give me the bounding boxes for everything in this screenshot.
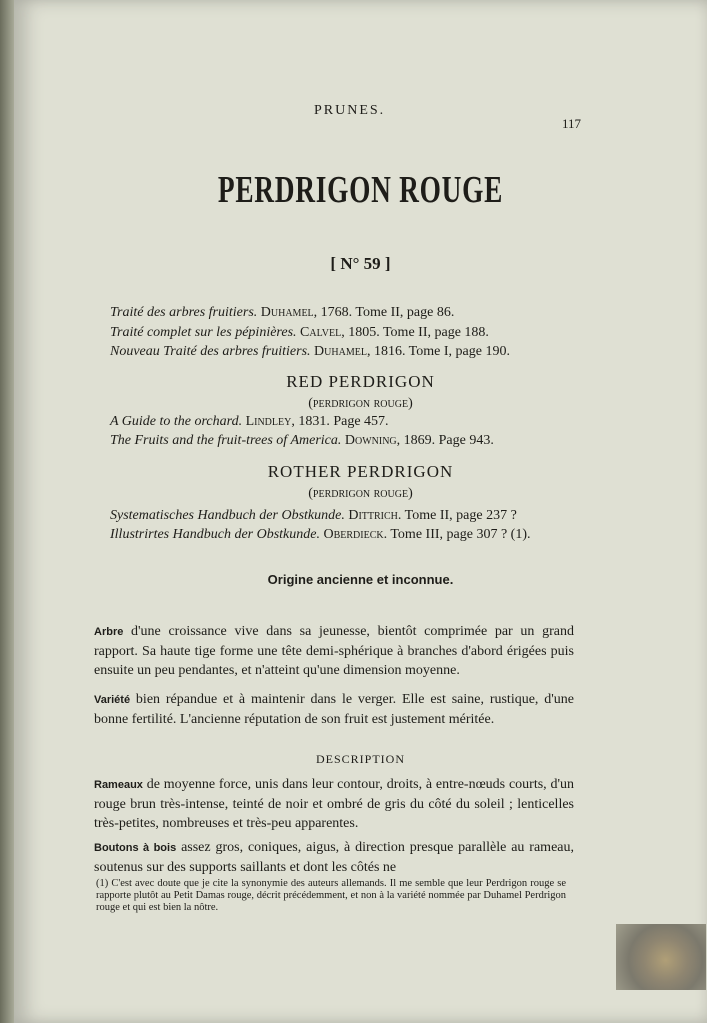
paragraph-boutons [94,838,574,877]
paragraph-text: de moyenne force, unis dans leur contour, droits, à entre-nœuds courts, d'un rouge brun très-intense, teinté de noir et ombré de gris du côté du soleil ; lenticelles très-petites, nombreuses et très-peu apparentes. [94,777,574,831]
variety-number: [ N° 59 ] [330,254,391,273]
running-head: PRUNES. [314,103,386,118]
reference-author: Duhamel [260,305,314,320]
reference-author: Downing [344,433,397,448]
reference-work: A Guide to the orchard. [110,414,243,429]
paragraph-arbre [94,622,574,680]
paragraph-rameaux [94,775,574,833]
synonym-title: RED PERDRIGON [286,372,435,391]
reference-details: , 1768. Tome II, page 86. [313,305,455,320]
reference-work: The Fruits and the fruit-trees of America. [110,433,342,448]
footnote: (1) C'est avec doute que je cite la synonymie des auteurs allemands. Il me semble que leur Perdrigon rouge se rapporte plutôt au Petit Damas rouge, décrit précédemment, et non à la variété nommée par Duhamel Perdrigon rouge et qui est bien la nôtre. [96,878,566,913]
reference-author: Dittrich [348,508,398,523]
paragraph-lead: Rameaux [94,779,143,791]
paragraph-variete [94,690,574,729]
reference-details: , 1831. Page 457. [291,414,389,429]
reference-author: Duhamel [314,344,367,359]
reference-work: Illustrirtes Handbuch der Obstkunde. [110,527,320,542]
reference-author: Lindley [245,414,292,429]
reference-line [110,325,489,341]
reference-work: Traité des arbres fruitiers. [110,305,258,320]
reference-line [110,433,494,449]
corner-photo-thumbnail [616,924,706,990]
reference-line [110,305,454,321]
page-title: PERDRIGON ROUGE [217,169,504,211]
book-gutter [0,0,14,1023]
description-heading: DESCRIPTION [315,752,405,766]
reference-details: , 1805. Tome II, page 188. [341,325,489,340]
reference-details: . Tome II, page 237 ? [397,508,517,523]
reference-details: , 1816. Tome I, page 190. [366,344,510,359]
reference-details: , 1869. Page 943. [396,433,494,448]
paragraph-text: d'une croissance vive dans sa jeunesse, bientôt comprimée par un grand rapport. Sa haute tige forme une tête demi-sphérique à branches d'abord érigées puis ensuite un peu pendantes, et n'atteint qu'une dimension moyenne. [94,624,574,678]
paragraph-text: bien répandue et à maintenir dans le verger. Elle est saine, rustique, d'une bonne fertilité. L'ancienne réputation de son fruit est justement méritée. [94,692,574,727]
origin-heading: Origine ancienne et inconnue. [267,572,454,587]
reference-author: Oberdieck [323,527,384,542]
reference-line [110,414,389,430]
reference-details: . Tome III, page 307 ? (1). [383,527,531,542]
page-number: 117 [562,116,582,131]
reference-work: Systematisches Handbuch der Obstkunde. [110,508,345,523]
reference-line [110,344,510,360]
paragraph-lead: Boutons à bois [94,842,177,854]
book-page [14,0,707,1023]
paragraph-lead: Arbre [94,626,124,638]
synonym-subtitle: (perdrigon rouge) [308,396,413,411]
reference-work: Nouveau Traité des arbres fruitiers. [110,344,311,359]
synonym-subtitle: (perdrigon rouge) [308,486,413,501]
reference-work: Traité complet sur les pépinières. [110,325,297,340]
reference-author: Calvel [300,325,342,340]
reference-line [110,508,517,524]
reference-line [110,527,531,543]
paragraph-text: assez gros, coniques, aigus, à direction presque parallèle au rameau, soutenus sur des supports saillants et dont les côtés ne [94,840,574,875]
paragraph-lead: Variété [94,694,131,706]
synonym-title: ROTHER PERDRIGON [267,462,454,481]
